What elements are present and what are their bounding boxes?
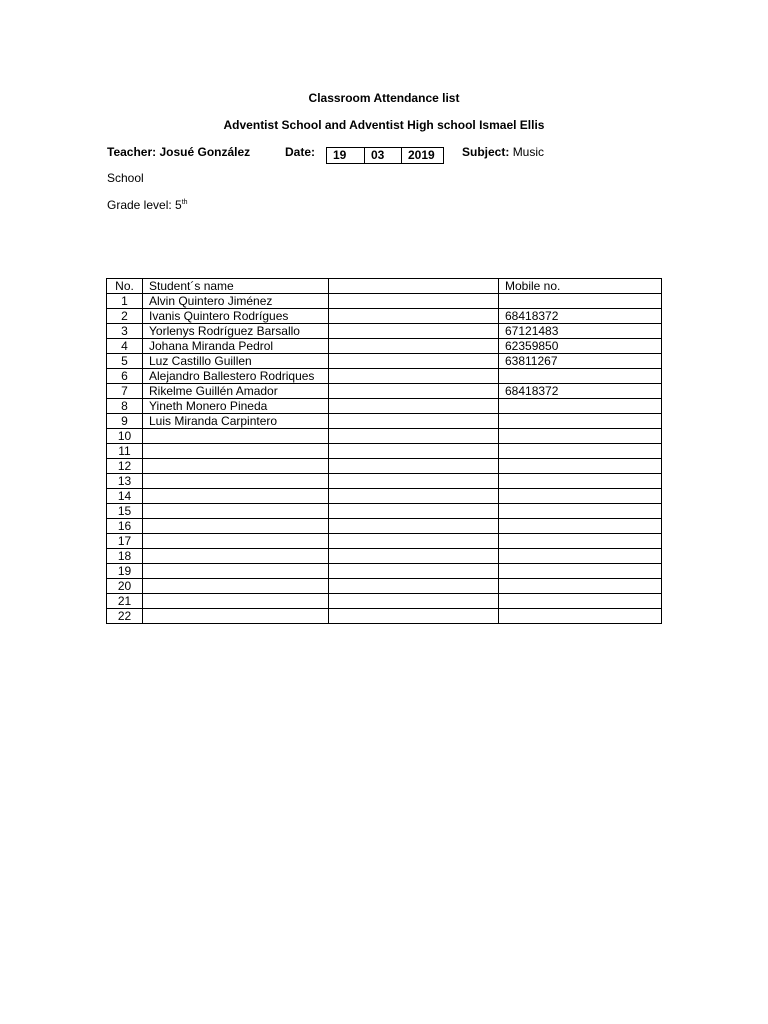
mobile-number	[499, 474, 662, 489]
grade-level	[107, 198, 188, 212]
row-number: 9	[107, 414, 143, 429]
table-row	[107, 414, 662, 429]
table-row	[107, 459, 662, 474]
row-number: 21	[107, 594, 143, 609]
student-name	[143, 459, 329, 474]
document-title: Classroom Attendance list	[308, 91, 460, 105]
table-row	[107, 294, 662, 309]
row-number: 6	[107, 369, 143, 384]
subject-label: Subject:	[462, 145, 510, 159]
row-number: 4	[107, 339, 143, 354]
row-number: 5	[107, 354, 143, 369]
subject-line	[462, 145, 544, 159]
blank-cell	[329, 579, 499, 594]
blank-cell	[329, 324, 499, 339]
date-month: 03	[364, 148, 401, 163]
student-name: Yineth Monero Pineda	[143, 399, 329, 414]
row-number: 1	[107, 294, 143, 309]
mobile-number	[499, 459, 662, 474]
date-day: 19	[333, 148, 347, 162]
student-name	[143, 609, 329, 624]
row-number: 3	[107, 324, 143, 339]
table-row	[107, 384, 662, 399]
blank-cell	[329, 504, 499, 519]
teacher-label: Teacher: Josué González	[107, 145, 251, 159]
student-name	[143, 579, 329, 594]
blank-cell	[329, 564, 499, 579]
mobile-number: 67121483	[499, 324, 662, 339]
student-name: Rikelme Guillén Amador	[143, 384, 329, 399]
table-row	[107, 489, 662, 504]
table-row	[107, 429, 662, 444]
student-name: Alejandro Ballestero Rodriques	[143, 369, 329, 384]
table-header-row	[107, 279, 662, 294]
blank-cell	[329, 354, 499, 369]
row-number: 7	[107, 384, 143, 399]
blank-cell	[329, 474, 499, 489]
mobile-number	[499, 414, 662, 429]
row-number: 16	[107, 519, 143, 534]
blank-cell	[329, 429, 499, 444]
date-box	[326, 147, 444, 164]
student-name	[143, 519, 329, 534]
mobile-number	[499, 369, 662, 384]
blank-cell	[329, 459, 499, 474]
blank-cell	[329, 339, 499, 354]
table-row	[107, 519, 662, 534]
blank-cell	[329, 594, 499, 609]
mobile-number: 68418372	[499, 384, 662, 399]
student-name: Johana Miranda Pedrol	[143, 339, 329, 354]
grade-label: Grade level: 5	[107, 198, 182, 212]
table-row	[107, 354, 662, 369]
blank-cell	[329, 309, 499, 324]
grade-superscript: th	[181, 199, 188, 206]
date-year: 2019	[401, 148, 443, 163]
row-number: 8	[107, 399, 143, 414]
student-name	[143, 444, 329, 459]
row-number: 2	[107, 309, 143, 324]
table-row	[107, 549, 662, 564]
mobile-number	[499, 549, 662, 564]
mobile-number: 63811267	[499, 354, 662, 369]
student-name	[143, 549, 329, 564]
row-number: 14	[107, 489, 143, 504]
mobile-number	[499, 444, 662, 459]
date-label: Date:	[285, 145, 316, 159]
subject-value: Music	[512, 145, 545, 159]
row-number: 15	[107, 504, 143, 519]
table-row	[107, 609, 662, 624]
mobile-number	[499, 429, 662, 444]
blank-cell	[329, 444, 499, 459]
header-mobile: Mobile no.	[499, 279, 662, 294]
row-number: 11	[107, 444, 143, 459]
student-name: Yorlenys Rodríguez Barsallo	[143, 324, 329, 339]
table-row	[107, 309, 662, 324]
row-number: 13	[107, 474, 143, 489]
student-name: Luz Castillo Guillen	[143, 354, 329, 369]
row-number: 20	[107, 579, 143, 594]
student-name	[143, 594, 329, 609]
student-name: Luis Miranda Carpintero	[143, 414, 329, 429]
blank-cell	[329, 384, 499, 399]
blank-cell	[329, 489, 499, 504]
mobile-number	[499, 534, 662, 549]
mobile-number	[499, 504, 662, 519]
student-name	[143, 564, 329, 579]
row-number: 10	[107, 429, 143, 444]
row-number: 22	[107, 609, 143, 624]
student-name: Ivanis Quintero Rodrígues	[143, 309, 329, 324]
table-row	[107, 369, 662, 384]
header-no: No.	[107, 279, 143, 294]
student-name: Alvin Quintero Jiménez	[143, 294, 329, 309]
student-name	[143, 429, 329, 444]
table-row	[107, 399, 662, 414]
mobile-number	[499, 594, 662, 609]
table-row	[107, 474, 662, 489]
table-row	[107, 594, 662, 609]
table-row	[107, 534, 662, 549]
header-student-name: Student´s name	[143, 279, 329, 294]
mobile-number	[499, 489, 662, 504]
mobile-number: 68418372	[499, 309, 662, 324]
blank-cell	[329, 519, 499, 534]
blank-cell	[329, 414, 499, 429]
mobile-number	[499, 579, 662, 594]
blank-cell	[329, 609, 499, 624]
table-row	[107, 579, 662, 594]
attendance-table	[106, 278, 662, 624]
blank-cell	[329, 369, 499, 384]
table-row	[107, 504, 662, 519]
blank-cell	[329, 294, 499, 309]
row-number: 17	[107, 534, 143, 549]
row-number: 19	[107, 564, 143, 579]
student-name	[143, 504, 329, 519]
mobile-number	[499, 294, 662, 309]
student-name	[143, 489, 329, 504]
header-blank	[329, 279, 499, 294]
table-row	[107, 339, 662, 354]
table-row	[107, 444, 662, 459]
mobile-number: 62359850	[499, 339, 662, 354]
mobile-number	[499, 399, 662, 414]
student-name	[143, 474, 329, 489]
table-row	[107, 324, 662, 339]
blank-cell	[329, 534, 499, 549]
mobile-number	[499, 564, 662, 579]
subject-continuation: School	[107, 171, 144, 185]
school-name: Adventist School and Adventist High school Ismael Ellis	[223, 118, 545, 132]
row-number: 12	[107, 459, 143, 474]
table-row	[107, 564, 662, 579]
mobile-number	[499, 519, 662, 534]
mobile-number	[499, 609, 662, 624]
student-name	[143, 534, 329, 549]
row-number: 18	[107, 549, 143, 564]
blank-cell	[329, 399, 499, 414]
blank-cell	[329, 549, 499, 564]
